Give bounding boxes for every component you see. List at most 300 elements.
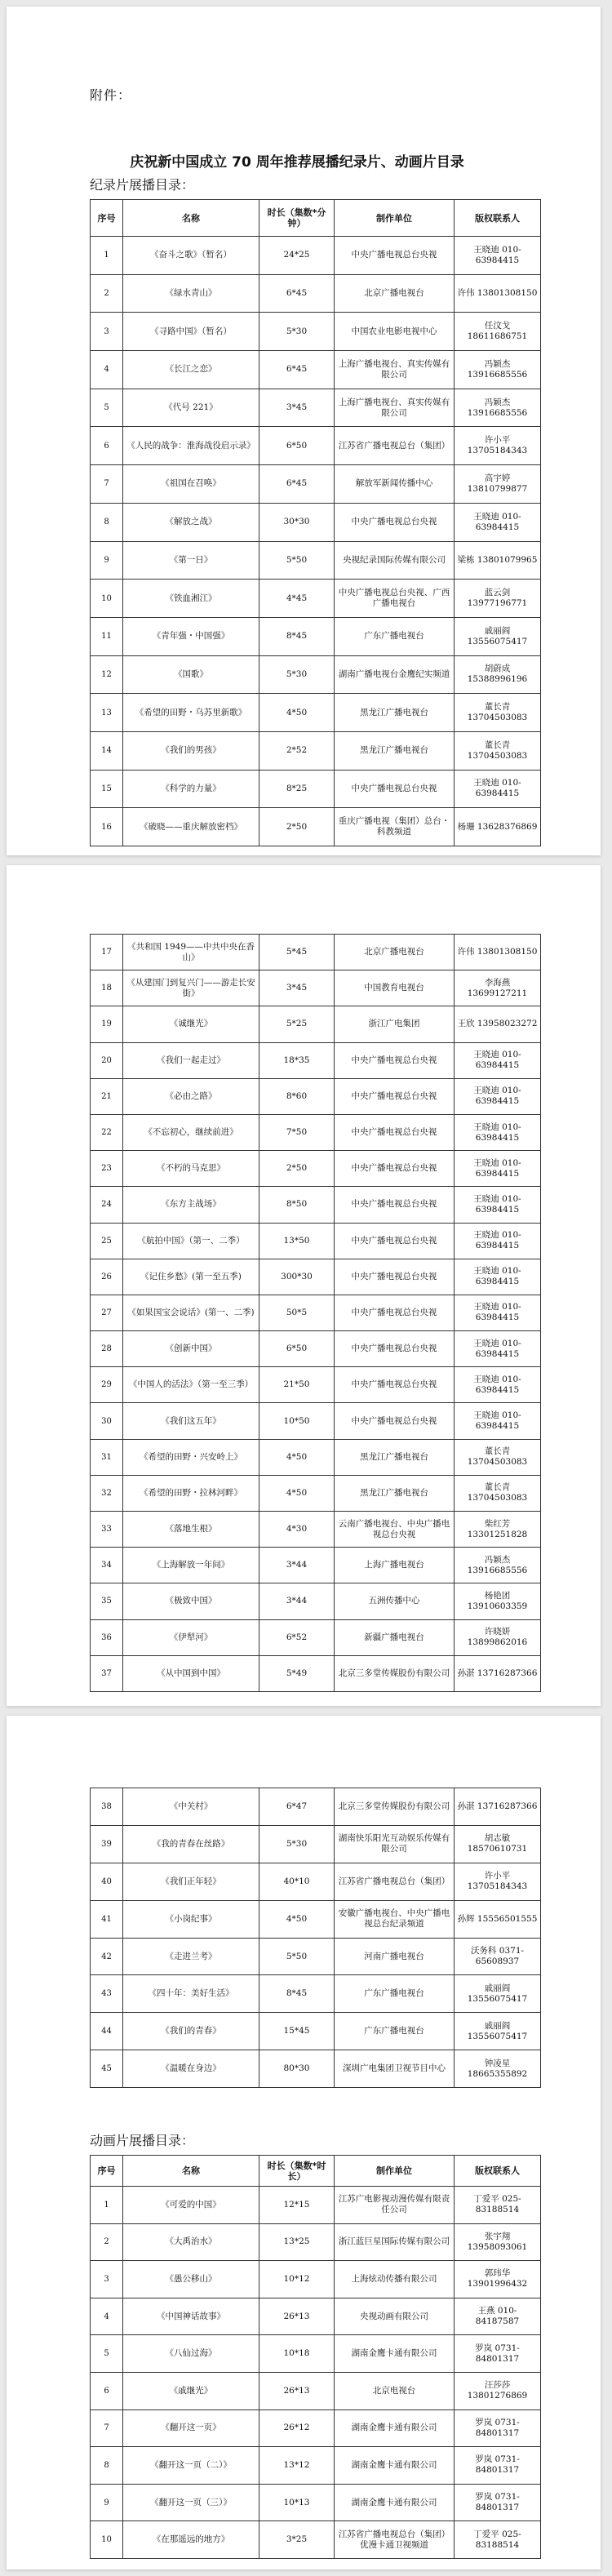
cell-title: 《翻开这一页（二）》 (123, 2447, 259, 2485)
cell-number: 2 (91, 2223, 123, 2261)
cell-title: 《第一日》 (123, 541, 259, 580)
cell-number: 1 (91, 2187, 123, 2224)
cell-producer: 黑龙江广播电视台 (335, 694, 455, 732)
cell-producer: 北京三多堂传媒股份有限公司 (335, 1788, 455, 1826)
documentary-table-page-2 (90, 934, 541, 1692)
cell-producer: 解放军新闻传播中心 (335, 465, 455, 504)
column-header: 版权联系人 (455, 2156, 541, 2187)
cell-contact: 董长青 13704503083 (455, 731, 541, 770)
cell-title: 《我的青春在丝路》 (123, 1825, 259, 1863)
table-row (91, 2223, 541, 2261)
cell-title: 《我们一起走过》 (123, 1042, 259, 1078)
cell-title: 《从中国到中国》 (123, 1655, 259, 1691)
cell-number: 24 (91, 1187, 123, 1223)
table-row (91, 1788, 541, 1826)
cell-producer: 湖南金鹰卡通有限公司 (335, 2409, 455, 2447)
cell-title: 《国歌》 (123, 655, 259, 694)
cell-duration: 12*15 (259, 2187, 335, 2224)
column-header: 制作单位 (335, 2156, 455, 2187)
cell-number: 33 (91, 1512, 123, 1548)
table-row (91, 1825, 541, 1863)
cell-contact: 罗岚 0731-84801317 (455, 2447, 541, 2485)
cell-contact: 王晓迪 010-63984415 (455, 1078, 541, 1114)
cell-producer: 央视纪录国际传媒有限公司 (335, 541, 455, 580)
cell-contact: 罗岚 0731-84801317 (455, 2335, 541, 2373)
cell-duration: 50*5 (259, 1295, 335, 1330)
cell-number: 17 (91, 935, 123, 970)
table-row (91, 1331, 541, 1367)
cell-number: 22 (91, 1114, 123, 1150)
cell-number: 15 (91, 770, 123, 808)
cell-contact: 梁栋 13801079965 (455, 541, 541, 580)
cell-duration: 5*50 (259, 541, 335, 580)
column-header: 制作单位 (335, 200, 455, 237)
cell-producer: 北京三多堂传媒股份有限公司 (335, 1655, 455, 1691)
cell-duration: 8*45 (259, 617, 335, 655)
cell-number: 3 (91, 313, 123, 351)
documentary-table-page-3 (90, 1788, 541, 2088)
cell-title: 《我们的青春》 (123, 2013, 259, 2050)
table-row (91, 541, 541, 580)
cell-number: 40 (91, 1863, 123, 1900)
cell-contact: 沃务科 0371-65608937 (455, 1938, 541, 1975)
cell-title: 《温暖在身边》 (123, 2050, 259, 2088)
cell-producer: 中央广播电视总台央视、广西广播电视台 (335, 580, 455, 618)
cell-producer: 新疆广播电视台 (335, 1619, 455, 1655)
animation-section-title: 动画片展播目录： (90, 2133, 195, 2148)
table-row (91, 1512, 541, 1548)
cell-title: 《记住乡愁》(第一至五季) (123, 1259, 259, 1295)
cell-number: 41 (91, 1900, 123, 1938)
cell-producer: 江苏省广播电视总台（集团）优漫卡通卫视频道 (335, 2521, 455, 2559)
cell-contact: 王欣 13958023272 (455, 1006, 541, 1042)
cell-producer: 中央广播电视总台央视 (335, 1403, 455, 1439)
cell-contact: 蓝云剑 13977196771 (455, 580, 541, 618)
cell-contact: 冯颖杰 13916685556 (455, 1548, 541, 1583)
cell-producer: 云南广播电视台、中央广播电视总台央视 (335, 1512, 455, 1548)
table-row (91, 389, 541, 427)
table-row (91, 1938, 541, 1975)
cell-number: 20 (91, 1042, 123, 1078)
cell-title: 《中国人的活法》（第一至三季） (123, 1367, 259, 1403)
table-row (91, 1042, 541, 1078)
table-row (91, 351, 541, 389)
cell-title: 《青年强・中国强》 (123, 617, 259, 655)
cell-duration: 300*30 (259, 1259, 335, 1295)
cell-duration: 6*52 (259, 1619, 335, 1655)
column-header: 版权联系人 (455, 200, 541, 237)
cell-producer: 江苏省广播电视总台（集团） (335, 1863, 455, 1900)
cell-number: 26 (91, 1259, 123, 1295)
cell-producer: 广东广播电视台 (335, 1975, 455, 2013)
cell-duration: 3*44 (259, 1583, 335, 1619)
cell-duration: 3*25 (259, 2521, 335, 2559)
cell-contact: 冯颖杰 13916685556 (455, 351, 541, 389)
table-row (91, 1403, 541, 1439)
cell-contact: 王晓迪 010-63984415 (455, 1042, 541, 1078)
cell-number: 8 (91, 503, 123, 541)
cell-contact: 戚丽阎 13556075417 (455, 1975, 541, 2013)
cell-producer: 安徽广播电视台、中央广播电视总台纪录频道 (335, 1900, 455, 1938)
cell-number: 11 (91, 617, 123, 655)
cell-producer: 中央广播电视总台央视 (335, 1114, 455, 1150)
cell-duration: 8*50 (259, 1187, 335, 1223)
cell-number: 18 (91, 970, 123, 1006)
column-header: 名称 (123, 200, 259, 237)
cell-producer: 中央广播电视总台央视 (335, 1259, 455, 1295)
cell-producer: 黑龙江广播电视台 (335, 731, 455, 770)
cell-duration: 13*50 (259, 1223, 335, 1259)
cell-duration: 4*30 (259, 1512, 335, 1548)
cell-title: 《我们这五年》 (123, 1403, 259, 1439)
cell-producer: 湖南金鹰卡通有限公司 (335, 2335, 455, 2373)
cell-producer: 中央广播电视总台央视 (335, 1295, 455, 1330)
cell-producer: 黑龙江广播电视台 (335, 1439, 455, 1475)
cell-title: 《四十年：美好生活》 (123, 1975, 259, 2013)
cell-contact: 王晓迪 010-63984415 (455, 1259, 541, 1295)
cell-contact: 罗岚 0731-84801317 (455, 2484, 541, 2521)
cell-number: 43 (91, 1975, 123, 2013)
cell-producer: 北京电视台 (335, 2372, 455, 2409)
cell-number: 9 (91, 541, 123, 580)
cell-title: 《希望的田野・拉林河畔》 (123, 1475, 259, 1511)
table-row (91, 2409, 541, 2447)
cell-number: 25 (91, 1223, 123, 1259)
column-header: 序号 (91, 2156, 123, 2187)
cell-number: 10 (91, 2521, 123, 2559)
cell-duration: 6*50 (259, 1331, 335, 1367)
cell-producer: 黑龙江广播电视台 (335, 1475, 455, 1511)
cell-duration: 10*12 (259, 2261, 335, 2298)
table-row (91, 580, 541, 618)
cell-contact: 王晓迪 010-63984415 (455, 1331, 541, 1367)
cell-duration: 80*30 (259, 2050, 335, 2088)
cell-number: 29 (91, 1367, 123, 1403)
cell-title: 《戚继光》 (123, 2372, 259, 2409)
cell-number: 8 (91, 2447, 123, 2485)
cell-duration: 21*50 (259, 1367, 335, 1403)
cell-contact: 李海燕 13699127211 (455, 970, 541, 1006)
cell-title: 《翻开这一页》 (123, 2409, 259, 2447)
cell-duration: 7*50 (259, 1114, 335, 1150)
cell-title: 《代号 221》 (123, 389, 259, 427)
cell-number: 3 (91, 2261, 123, 2298)
cell-producer: 上海广播电视台 (335, 1548, 455, 1583)
cell-duration: 10*50 (259, 1403, 335, 1439)
cell-title: 《创新中国》 (123, 1331, 259, 1367)
cell-contact: 杨珊 13628376869 (455, 808, 541, 846)
column-header: 时长（集数*分钟） (259, 200, 335, 237)
cell-title: 《解放之战》 (123, 503, 259, 541)
cell-title: 《从建国门到复兴门——游走长安街》 (123, 970, 259, 1006)
table-row (91, 2298, 541, 2335)
cell-producer: 中央广播电视总台央视 (335, 503, 455, 541)
cell-duration: 4*50 (259, 694, 335, 732)
cell-duration: 5*49 (259, 1655, 335, 1691)
cell-number: 23 (91, 1151, 123, 1187)
cell-duration: 18*35 (259, 1042, 335, 1078)
cell-title: 《奋斗之歌》（暂名） (123, 237, 259, 275)
cell-contact: 董长青 13704503083 (455, 1439, 541, 1475)
cell-contact: 丁爱平 025-83188514 (455, 2187, 541, 2224)
cell-producer: 五洲传播中心 (335, 1583, 455, 1619)
document-title: 庆祝新中国成立 70 周年推荐展播纪录片、动画片目录 (130, 154, 464, 171)
table-row (91, 237, 541, 275)
cell-title: 《绿水青山》 (123, 274, 259, 313)
table-row (91, 1295, 541, 1330)
cell-contact: 王晓迪 010-63984415 (455, 1114, 541, 1150)
cell-title: 《不朽的马克思》 (123, 1151, 259, 1187)
cell-title: 《寻路中国》（暂名） (123, 313, 259, 351)
cell-number: 7 (91, 2409, 123, 2447)
cell-duration: 10*13 (259, 2484, 335, 2521)
cell-duration: 13*25 (259, 2223, 335, 2261)
cell-producer: 浙江蓝巨星国际传媒有限公司 (335, 2223, 455, 2261)
table-row (91, 1975, 541, 2013)
cell-producer: 深圳广电集团卫视节目中心 (335, 2050, 455, 2088)
cell-producer: 广东广播电视台 (335, 2013, 455, 2050)
cell-number: 21 (91, 1078, 123, 1114)
table-row (91, 1475, 541, 1511)
cell-title: 《诚继光》 (123, 1006, 259, 1042)
cell-title: 《祖国在召唤》 (123, 465, 259, 504)
table-row (91, 1548, 541, 1583)
cell-contact: 王晓迪 010-63984415 (455, 1151, 541, 1187)
column-header: 序号 (91, 200, 123, 237)
table-row (91, 503, 541, 541)
cell-number: 16 (91, 808, 123, 846)
cell-title: 《不忘初心，继续前进》 (123, 1114, 259, 1150)
cell-producer: 重庆广播电视（集团）总台・科教频道 (335, 808, 455, 846)
cell-producer: 中央广播电视总台央视 (335, 1078, 455, 1114)
cell-number: 28 (91, 1331, 123, 1367)
table-row (91, 2372, 541, 2409)
table-row (91, 731, 541, 770)
column-header: 时长（集数*时长） (259, 2156, 335, 2187)
table-row (91, 1863, 541, 1900)
table-row (91, 2484, 541, 2521)
table-row (91, 313, 541, 351)
cell-title: 《可爱的中国》 (123, 2187, 259, 2224)
table-row (91, 2261, 541, 2298)
cell-duration: 6*50 (259, 427, 335, 465)
attachment-label: 附件： (90, 87, 132, 103)
table-row (91, 1114, 541, 1150)
cell-number: 34 (91, 1548, 123, 1583)
cell-number: 45 (91, 2050, 123, 2088)
table-row (91, 2521, 541, 2559)
cell-contact: 张宇翔 13958093061 (455, 2223, 541, 2261)
cell-duration: 5*25 (259, 1006, 335, 1042)
cell-number: 42 (91, 1938, 123, 1975)
cell-contact: 许伟 13801308150 (455, 935, 541, 970)
cell-number: 12 (91, 655, 123, 694)
cell-contact: 任汶戈 18611686751 (455, 313, 541, 351)
cell-duration: 8*25 (259, 770, 335, 808)
cell-number: 7 (91, 465, 123, 504)
table-row (91, 2447, 541, 2485)
cell-producer: 河南广播电视台 (335, 1938, 455, 1975)
cell-producer: 湖南广播电视台金鹰纪实频道 (335, 655, 455, 694)
cell-title: 《破晓——重庆解放密档》 (123, 808, 259, 846)
cell-title: 《科学的力量》 (123, 770, 259, 808)
cell-contact: 汪莎莎 13801276869 (455, 2372, 541, 2409)
cell-producer: 湖南快乐阳光互动娱乐传媒有限公司 (335, 1825, 455, 1863)
cell-title: 《小岗纪事》 (123, 1900, 259, 1938)
cell-title: 《走进兰考》 (123, 1938, 259, 1975)
table-row (91, 1223, 541, 1259)
cell-title: 《伊犁河》 (123, 1619, 259, 1655)
cell-number: 6 (91, 427, 123, 465)
animation-table (90, 2155, 541, 2559)
cell-producer: 中国农业电影电视中心 (335, 313, 455, 351)
table-row (91, 2335, 541, 2373)
cell-contact: 许伟 13801308150 (455, 274, 541, 313)
cell-duration: 8*60 (259, 1078, 335, 1114)
cell-producer: 中央广播电视总台央视 (335, 1151, 455, 1187)
cell-contact: 罗岚 0731-84801317 (455, 2409, 541, 2447)
cell-title: 《航拍中国》（第一、二季） (123, 1223, 259, 1259)
cell-contact: 王晓迪 010-63984415 (455, 1367, 541, 1403)
cell-title: 《铁血湘江》 (123, 580, 259, 618)
cell-contact: 戚丽阎 13556075417 (455, 2013, 541, 2050)
cell-contact: 戚丽阎 13556075417 (455, 617, 541, 655)
cell-number: 4 (91, 351, 123, 389)
cell-duration: 13*12 (259, 2447, 335, 2485)
cell-title: 《我们正年轻》 (123, 1863, 259, 1900)
cell-contact: 王燕 010-84187587 (455, 2298, 541, 2335)
table-row (91, 1655, 541, 1691)
cell-contact: 孙湛 13716287366 (455, 1655, 541, 1691)
cell-title: 《中关村》 (123, 1788, 259, 1826)
cell-duration: 5*50 (259, 1938, 335, 1975)
cell-number: 6 (91, 2372, 123, 2409)
cell-duration: 26*12 (259, 2409, 335, 2447)
cell-duration: 5*30 (259, 1825, 335, 1863)
cell-number: 44 (91, 2013, 123, 2050)
cell-duration: 26*13 (259, 2298, 335, 2335)
cell-title: 《希望的田野・兴安岭上》 (123, 1439, 259, 1475)
cell-number: 19 (91, 1006, 123, 1042)
cell-number: 9 (91, 2484, 123, 2521)
cell-contact: 王晓迪 010-63984415 (455, 1295, 541, 1330)
cell-duration: 4*50 (259, 1900, 335, 1938)
cell-contact: 柴红芳 13301251828 (455, 1512, 541, 1548)
cell-contact: 王晓迪 010-63984415 (455, 1187, 541, 1223)
table-row (91, 694, 541, 732)
cell-producer: 中央广播电视总台央视 (335, 770, 455, 808)
cell-number: 14 (91, 731, 123, 770)
table-header-row (91, 200, 541, 237)
cell-producer: 中央广播电视总台央视 (335, 1223, 455, 1259)
cell-contact: 冯颖杰 13916685556 (455, 389, 541, 427)
table-row (91, 1187, 541, 1223)
cell-producer: 中央广播电视总台央视 (335, 1367, 455, 1403)
cell-contact: 王晓迪 010-63984415 (455, 770, 541, 808)
cell-number: 32 (91, 1475, 123, 1511)
cell-number: 37 (91, 1655, 123, 1691)
cell-producer: 中央广播电视总台央视 (335, 1331, 455, 1367)
cell-producer: 中央广播电视总台央视 (335, 1042, 455, 1078)
cell-producer: 中央广播电视总台央视 (335, 1187, 455, 1223)
cell-number: 38 (91, 1788, 123, 1826)
cell-number: 1 (91, 237, 123, 275)
cell-duration: 6*47 (259, 1788, 335, 1826)
table-row (91, 935, 541, 970)
table-row (91, 617, 541, 655)
cell-producer: 上海广播电视台、真实传媒有限公司 (335, 389, 455, 427)
cell-producer: 北京广播电视台 (335, 935, 455, 970)
cell-duration: 4*45 (259, 580, 335, 618)
cell-title: 《上海解放一年间》 (123, 1548, 259, 1583)
cell-producer: 中国教育电视台 (335, 970, 455, 1006)
cell-duration: 3*45 (259, 970, 335, 1006)
cell-producer: 浙江广电集团 (335, 1006, 455, 1042)
cell-producer: 江苏省广播电视总台（集团） (335, 427, 455, 465)
cell-duration: 3*44 (259, 1548, 335, 1583)
cell-number: 39 (91, 1825, 123, 1863)
cell-number: 31 (91, 1439, 123, 1475)
cell-title: 《翻开这一页（三）》 (123, 2484, 259, 2521)
cell-duration: 2*52 (259, 731, 335, 770)
documentary-table-page-1 (90, 199, 541, 846)
table-row (91, 1078, 541, 1114)
table-row (91, 770, 541, 808)
cell-contact: 胡蔚成 15388996196 (455, 655, 541, 694)
cell-number: 5 (91, 2335, 123, 2373)
table-row (91, 1619, 541, 1655)
cell-title: 《人民的战争：淮海战役启示录》 (123, 427, 259, 465)
cell-duration: 2*50 (259, 1151, 335, 1187)
table-row (91, 1006, 541, 1042)
table-row (91, 2050, 541, 2088)
cell-contact: 孙辉 15556501555 (455, 1900, 541, 1938)
table-row (91, 2187, 541, 2224)
cell-number: 2 (91, 274, 123, 313)
cell-number: 36 (91, 1619, 123, 1655)
cell-contact: 钟凌星 18665355892 (455, 2050, 541, 2088)
cell-contact: 高宇婷 13810799877 (455, 465, 541, 504)
cell-contact: 丁爱平 025-83188514 (455, 2521, 541, 2559)
cell-producer: 江苏广电影视动漫传媒有限责任公司 (335, 2187, 455, 2224)
cell-duration: 3*45 (259, 389, 335, 427)
table-row (91, 970, 541, 1006)
table-row (91, 1367, 541, 1403)
table-row (91, 1583, 541, 1619)
table-row (91, 2013, 541, 2050)
cell-number: 35 (91, 1583, 123, 1619)
cell-contact: 孙湛 13716287366 (455, 1788, 541, 1826)
cell-title: 《东方主战场》 (123, 1187, 259, 1223)
table-row (91, 1259, 541, 1295)
cell-number: 4 (91, 2298, 123, 2335)
cell-duration: 4*50 (259, 1439, 335, 1475)
cell-contact: 郭玮华 13901996432 (455, 2261, 541, 2298)
cell-title: 《希望的田野・乌苏里新歌》 (123, 694, 259, 732)
cell-title: 《愚公移山》 (123, 2261, 259, 2298)
cell-title: 《在那遥远的地方》 (123, 2521, 259, 2559)
cell-duration: 40*10 (259, 1863, 335, 1900)
table-row (91, 1900, 541, 1938)
cell-title: 《共和国 1949——中共中央在香山》 (123, 935, 259, 970)
table-row (91, 808, 541, 846)
table-row (91, 427, 541, 465)
cell-title: 《中国神话故事》 (123, 2298, 259, 2335)
cell-duration: 26*13 (259, 2372, 335, 2409)
cell-producer: 北京广播电视台 (335, 274, 455, 313)
cell-contact: 王晓迪 010-63984415 (455, 1403, 541, 1439)
cell-duration: 30*30 (259, 503, 335, 541)
